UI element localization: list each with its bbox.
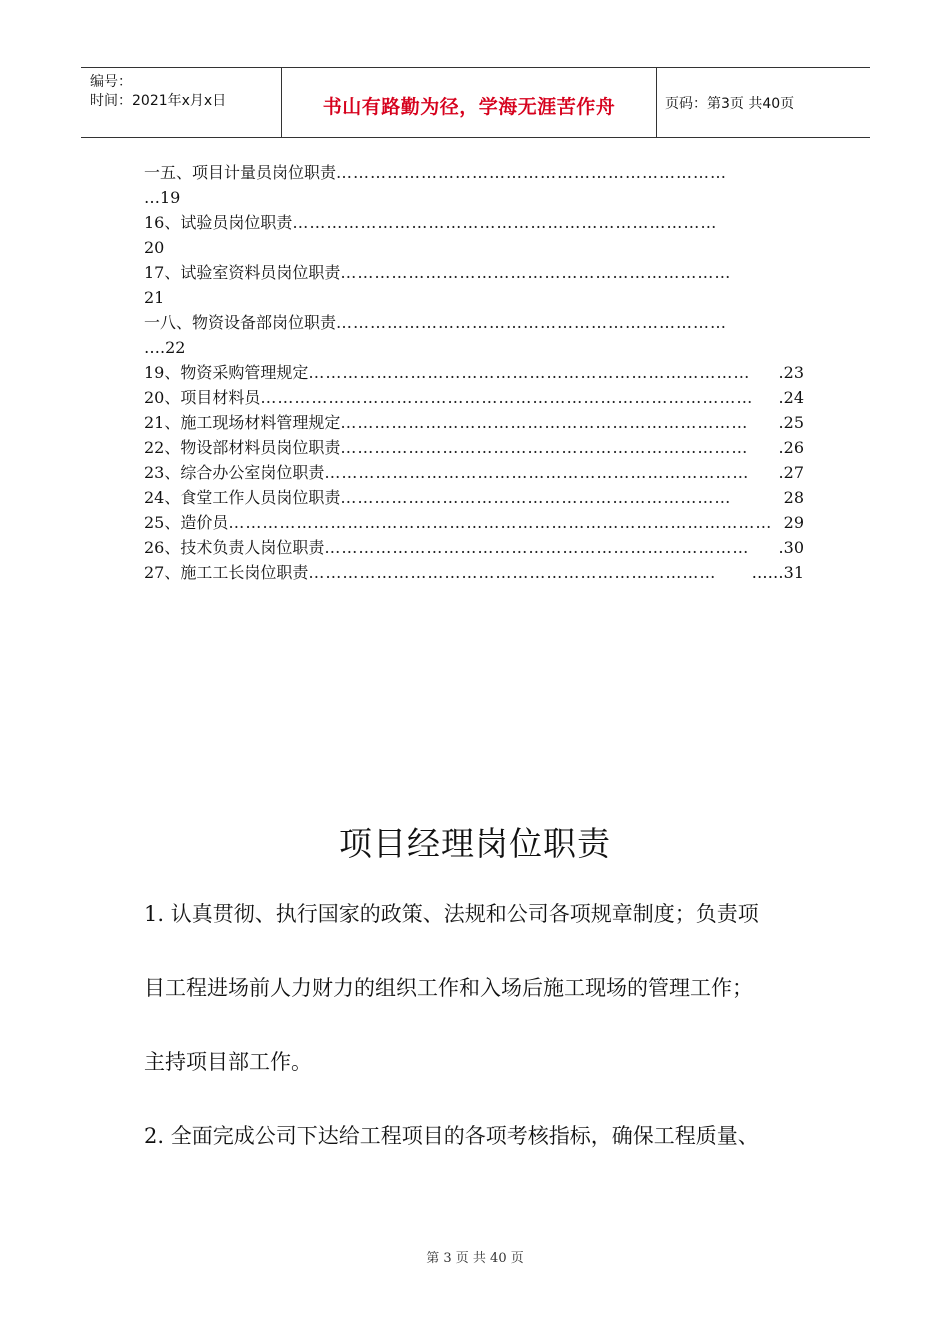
toc-entry-page: .30 xyxy=(778,538,804,557)
toc-entry-page: .26 xyxy=(778,438,804,457)
toc-entry-page: 29 xyxy=(783,513,804,532)
toc-leader-dots: ………………………………………………………………… xyxy=(324,538,750,557)
toc-leader-dots: ………………………………………………………………… xyxy=(324,463,750,482)
toc-entry-title: 25、造价员 xyxy=(144,513,229,532)
toc-entry[interactable] xyxy=(144,560,804,585)
body-text xyxy=(144,897,824,1193)
header-motto: 书山有路勤为径，学海无涯苦作舟 xyxy=(322,96,616,118)
toc-entry-title: 24、食堂工作人员岗位职责 xyxy=(144,488,341,507)
toc-entry-page: .27 xyxy=(778,463,804,482)
header-motto-cell xyxy=(281,68,657,137)
toc-entry-title: 22、物设部材料员岗位职责 xyxy=(144,438,341,457)
toc-leader-dots: ………………………………………………………………… xyxy=(292,213,718,232)
toc-entry-page: ….22 xyxy=(144,338,186,357)
table-of-contents xyxy=(144,160,804,585)
toc-entry-title: 17、试验室资料员岗位职责 xyxy=(144,263,341,282)
toc-entry-page: 28 xyxy=(783,488,804,507)
page-footer: 第 3 页 共 40 页 xyxy=(426,1251,524,1266)
toc-leader-dots: …………………………………………………………………………… xyxy=(260,388,754,407)
toc-entry-title: 一八、物资设备部岗位职责 xyxy=(144,313,337,332)
document-number-label: 编号： xyxy=(90,74,132,90)
toc-entry-page: .24 xyxy=(778,388,804,407)
page-header xyxy=(81,67,870,138)
toc-leader-dots: ……………………………………………………………… xyxy=(308,563,717,582)
toc-entry[interactable] xyxy=(144,385,804,410)
toc-entry-page: 20 xyxy=(144,238,165,257)
toc-entry-page: .23 xyxy=(778,363,804,382)
toc-entry-title: 27、施工工长岗位职责 xyxy=(144,563,309,582)
toc-entry[interactable] xyxy=(144,210,804,235)
toc-entry-title: 21、施工现场材料管理规定 xyxy=(144,413,341,432)
toc-entry[interactable] xyxy=(144,485,804,510)
toc-leader-dots: …………………………………………………………… xyxy=(336,313,728,332)
paragraph-line: 1. 认真贯彻、执行国家的政策、法规和公司各项规章制度；负责项 xyxy=(144,902,759,926)
toc-leader-dots: …………………………………………………………… xyxy=(336,163,728,182)
toc-entry-title: 23、综合办公室岗位职责 xyxy=(144,463,325,482)
toc-leader-dots: …………………………………………………………………… xyxy=(308,363,751,382)
toc-leader-dots: …………………………………………………………… xyxy=(340,488,732,507)
toc-entry[interactable] xyxy=(144,460,804,485)
toc-entry-title: 19、物资采购管理规定 xyxy=(144,363,309,382)
toc-entry[interactable] xyxy=(144,160,804,185)
toc-leader-dots: ……………………………………………………………… xyxy=(340,413,749,432)
toc-entry[interactable] xyxy=(144,260,804,285)
toc-entry[interactable] xyxy=(144,535,804,560)
paragraph-line: 目工程进场前人力财力的组织工作和入场后施工现场的管理工作； xyxy=(144,976,753,1000)
toc-entry[interactable] xyxy=(144,510,804,535)
document-time: 时间：2021年x月x日 xyxy=(90,93,227,109)
toc-entry-title: 一五、项目计量员岗位职责 xyxy=(144,163,337,182)
toc-entry[interactable] xyxy=(144,410,804,435)
toc-entry-page: …19 xyxy=(144,188,181,207)
header-meta-cell xyxy=(81,68,281,137)
paragraph-line: 主持项目部工作。 xyxy=(144,1050,312,1074)
toc-entry-page: 21 xyxy=(144,288,165,307)
toc-leader-dots: ……………………………………………………………… xyxy=(340,438,749,457)
header-page-info: 页码：第3页 共40页 xyxy=(665,96,795,112)
toc-leader-dots: …………………………………………………………………………………… xyxy=(228,513,773,532)
toc-entry-title: 16、试验员岗位职责 xyxy=(144,213,293,232)
paragraph-line: 2. 全面完成公司下达给工程项目的各项考核指标，确保工程质量、 xyxy=(144,1124,759,1148)
toc-entry-title: 26、技术负责人岗位职责 xyxy=(144,538,325,557)
toc-entry[interactable] xyxy=(144,435,804,460)
toc-leader-dots: …………………………………………………………… xyxy=(340,263,732,282)
header-page-cell xyxy=(656,68,870,137)
section-title: 项目经理岗位职责 xyxy=(339,824,611,863)
toc-entry-title: 20、项目材料员 xyxy=(144,388,261,407)
toc-entry-page: .25 xyxy=(778,413,804,432)
toc-entry-page: ……31 xyxy=(751,563,804,582)
toc-entry[interactable] xyxy=(144,360,804,385)
toc-entry[interactable] xyxy=(144,310,804,335)
